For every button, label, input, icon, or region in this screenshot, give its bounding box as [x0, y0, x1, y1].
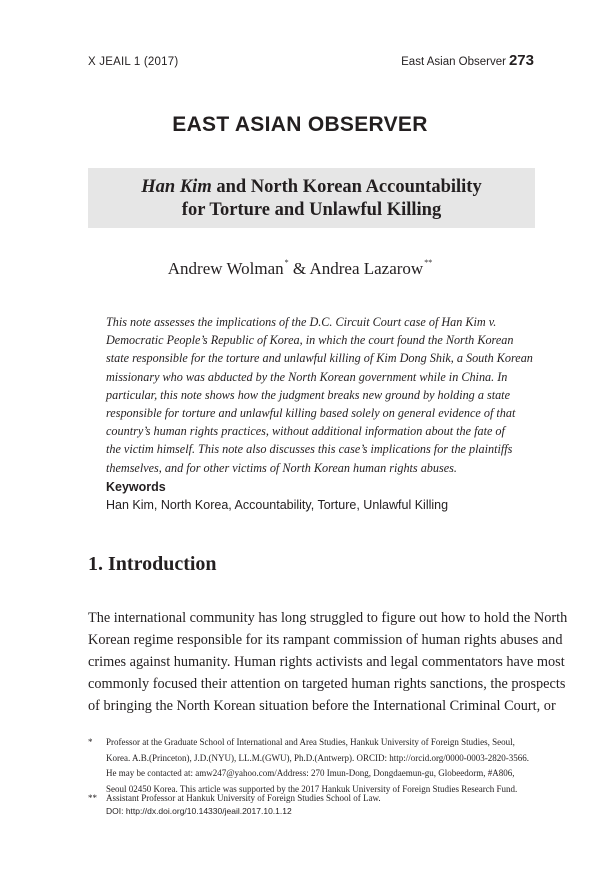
footnote-1-text: [106, 735, 536, 797]
abstract-line: missionary who was abducted by the North Korean government while in China. In: [106, 369, 508, 384]
running-header-left: X JEAIL 1 (2017): [88, 56, 179, 68]
footnote-2-text: [106, 791, 536, 807]
running-header-right: [401, 52, 534, 69]
author-line: [0, 258, 600, 279]
body-line: of bringing the North Korean situation before the International Criminal Court, or: [88, 698, 556, 714]
author-2-footnote-mark: **: [424, 258, 433, 267]
body-paragraph: [88, 607, 568, 717]
article-title-line-2: for Torture and Unlawful Killing: [181, 200, 442, 220]
body-line: Korean regime responsible for its rampant commission of human rights abuses and: [88, 632, 563, 648]
footnote-1-mark: *: [88, 737, 93, 747]
footnote-line: Seoul 02450 Korea. This article was supported by the 2017 Hankuk University of Foreign Studies Research Fund.: [106, 783, 518, 794]
abstract: [106, 313, 538, 477]
abstract-line: country’s human rights practices, without additional information about the fate of: [106, 424, 505, 439]
author-2: Andrea Lazarow: [309, 259, 424, 278]
footnote-line: Professor at the Graduate School of International and Area Studies, Hankuk University of Foreign Studies, Seoul,: [106, 737, 515, 747]
abstract-line: state responsible for the torture and unlawful killing of Kim Dong Shik, a South Korean: [106, 351, 533, 366]
article-title-line-1-rest: and North Korean Accountability: [211, 177, 482, 197]
footnote-line: He may be contacted at: amw247@yahoo.com/Address: 270 Imun-Dong, Dongdaemun-gu, Globeedorm, #A806,: [106, 768, 515, 778]
keywords-list: Han Kim, North Korea, Accountability, Torture, Unlawful Killing: [106, 498, 449, 512]
running-header-journal: East Asian Observer: [401, 56, 506, 68]
footnote-2-mark: **: [88, 793, 97, 803]
author-1: Andrew Wolman: [167, 259, 284, 278]
author-1-footnote-mark: *: [284, 258, 289, 267]
author-separator: &: [288, 259, 310, 278]
section-heading: 1. Introduction: [88, 553, 217, 575]
body-line: crimes against humanity. Human rights activists and legal commentators have most: [88, 654, 565, 670]
body-line: commonly focused their attention on targeted human rights sanctions, the prospects: [88, 676, 566, 692]
page-number: 273: [508, 52, 534, 69]
abstract-line: Democratic People’s Republic of Korea, in which the court found the North Korean: [106, 333, 514, 348]
abstract-line: responsible for torture and unlawful killing based solely on general evidence of that: [106, 406, 516, 421]
abstract-line: This note assesses the implications of the D.C. Circuit Court case of Han Kim v.: [106, 315, 497, 329]
footnote-line: Korea. A.B.(Princeton), J.D.(NYU), LL.M.(GWU), Ph.D.(Antwerp). ORCID: http://orcid.org/0000-0003-2820-3566.: [106, 752, 530, 763]
keywords-heading: Keywords: [106, 480, 166, 494]
abstract-line: particular, this note shows how the judgment breaks new ground by holding a state: [106, 387, 510, 402]
abstract-line: themselves, and for other victims of North Korean human rights abuses.: [106, 460, 457, 475]
journal-title: EAST ASIAN OBSERVER: [172, 113, 428, 136]
article-title-italic: Han Kim: [141, 177, 212, 197]
article-title-line-1: [88, 177, 535, 198]
abstract-line: the victim himself. This note also discusses this case’s implications for the plaintiffs: [106, 442, 513, 457]
article-title-box: [88, 168, 535, 228]
body-line: The international community has long struggled to figure out how to hold the North: [88, 610, 568, 626]
footnote-line: Assistant Professor at Hankuk University of Foreign Studies School of Law.: [106, 793, 381, 803]
doi-link[interactable]: DOI: http://dx.doi.org/10.14330/jeail.2017.10.1.12: [106, 806, 292, 816]
